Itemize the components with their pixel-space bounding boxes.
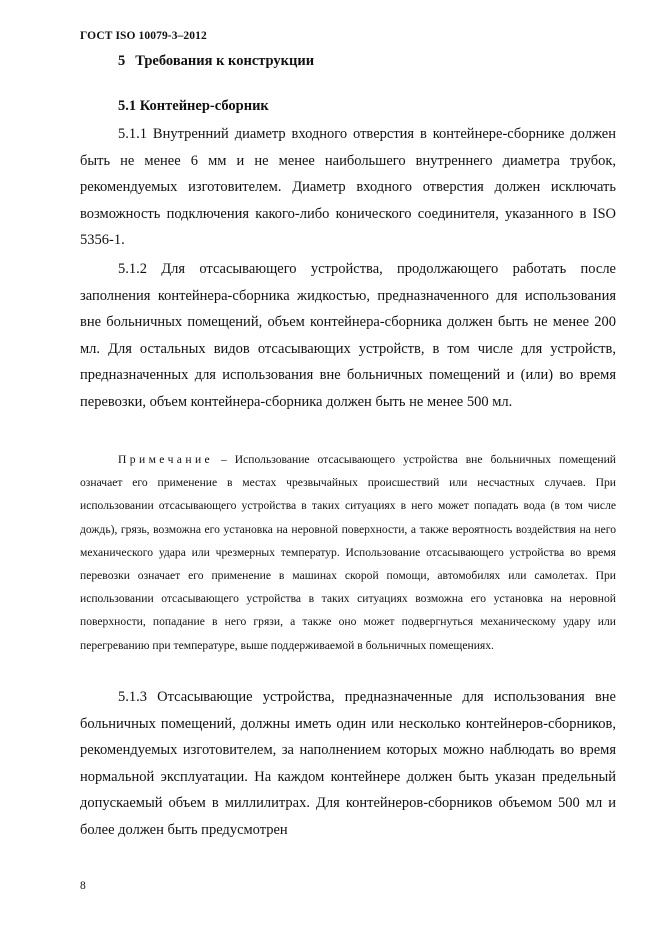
note-label: Примечание	[118, 453, 214, 466]
section-number: 5	[118, 53, 126, 69]
section-heading	[118, 53, 314, 70]
paragraph-5-1-3: 5.1.3 Отсасывающие устройства, предназначенные для использования вне больничных помещений, должны иметь один или несколько контейнеров-сборников, рекомендуемых изготовителем, за наполнением которых можно наблюдать во время нормальной эксплуатации. На каждом контейнере должен быть указан предельный допускаемый объем в миллилитрах. Для контейнеров-сборников объемом 500 мл и более должен быть предусмотрен	[80, 689, 616, 838]
note-text: – Использование отсасывающего устройства вне больничных помещений означает его применение в местах чрезвычайных происшествий или несчастных случаев. При использовании отсасывающего устройства в таких ситуациях в него может попадать вода (в том числе дождь), грязь, возможна его установка на неровной поверхности, а также вероятность воздействия на него механического удара или чрезмерных температур. Использование отсасывающего устройства во время перевозки означает его применение в машинах скорой помощи, автомобилях или самолетах. При использовании отсасывающего устройства в таких ситуациях возможна его установка на неровной поверхности, попадание в него грязи, а также оно может подвергнуться механическому удару или перегреванию при температуре, выше поддерживаемой в больничных помещениях.	[80, 453, 616, 652]
subsection-heading: 5.1 Контейнер-сборник	[118, 98, 269, 114]
section-title-text: Требования к конструкции	[135, 53, 315, 69]
paragraph-5-1-2: 5.1.2 Для отсасывающего устройства, продолжающего работать после заполнения контейнера-сборника жидкостью, предназначенного для использования вне больничных помещений, объем контейнера-сборника должен быть не менее 200 мл. Для остальных видов отсасывающих устройств, в том числе для устройств, предназначенных для использования вне больничных помещений и (или) во время перевозки, объем контейнера-сборника должен быть не менее 500 мл.	[80, 261, 616, 410]
paragraph-5-1-1: 5.1.1 Внутренний диаметр входного отверстия в контейнере-сборнике должен быть не менее 6 мм и не менее наибольшего внутреннего диаметра трубок, рекомендуемых изготовителем. Диаметр входного отверстия должен исключать возможность подключения какого-либо конического соединителя, указанного в ISO 5356-1.	[80, 126, 616, 249]
document-header: ГОСТ ISO 10079-3–2012	[80, 30, 207, 42]
page-number: 8	[80, 880, 86, 892]
note-block	[80, 448, 616, 657]
